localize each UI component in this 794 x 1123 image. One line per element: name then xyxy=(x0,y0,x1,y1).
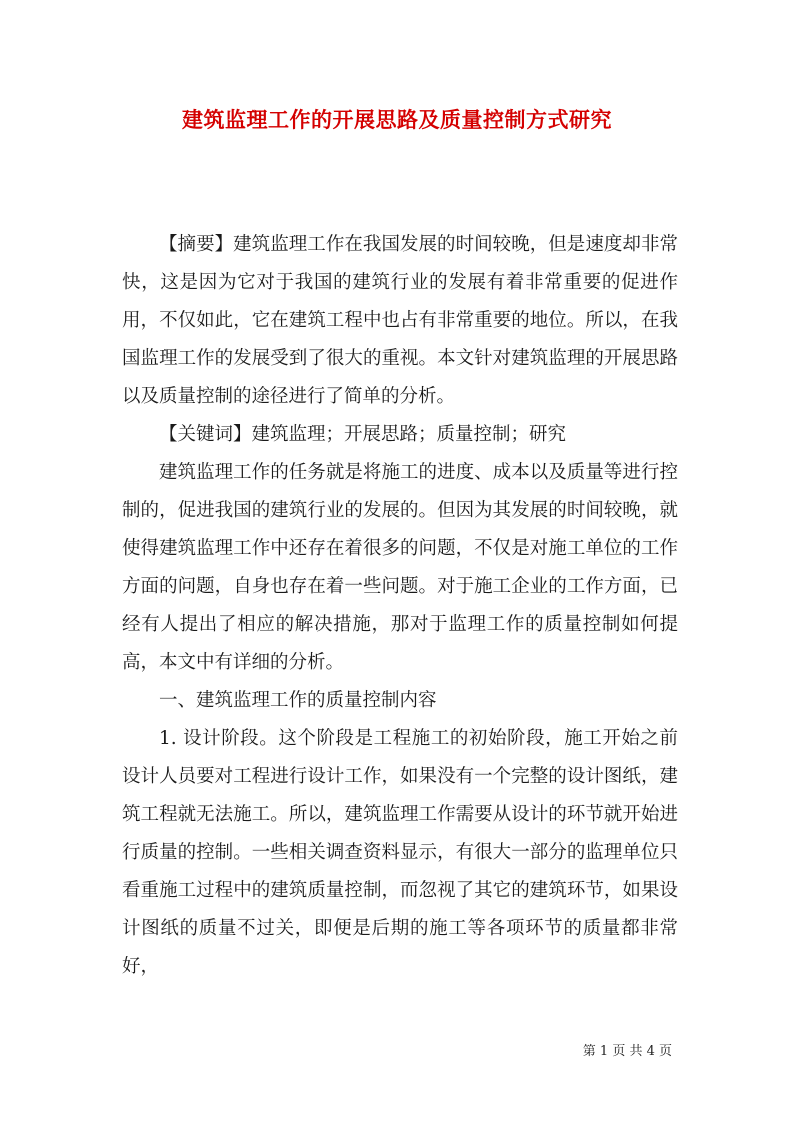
section-heading: 一、建筑监理工作的质量控制内容 xyxy=(159,690,437,711)
body-paragraph: 1. 设计阶段。这个阶段是工程施工的初始阶段，施工开始之前设计人员要对工程进行设计工作，如果没有一个完整的设计图纸，建筑工程就无法施工。所以，建筑监理工作需要从设计的环节就开始进行质量的控制。一些相关调查资料显示，有很大一部分的监理单位只看重施工过程中的建筑质量控制，而忽视了其它的建筑环节，如果设计图纸的质量不过关，即便是后期的施工等各项环节的质量都非常好， xyxy=(122,728,678,977)
document-body xyxy=(122,226,678,986)
keywords-paragraph: 【关键词】建筑监理；开展思路；质量控制；研究 xyxy=(159,424,567,445)
abstract-paragraph: 【摘要】建筑监理工作在我国发展的时间较晚，但是速度却非常快，这是因为它对于我国的建筑行业的发展有着非常重要的促进作用，不仅如此，它在建筑工程中也占有非常重要的地位。所以，在我国监理工作的发展受到了很大的重视。本文针对建筑监理的开展思路以及质量控制的途径进行了简单的分析。 xyxy=(122,234,678,407)
document-title: 建筑监理工作的开展思路及质量控制方式研究 xyxy=(182,107,612,132)
page-number: 第 1 页 共 4 页 xyxy=(582,1044,672,1059)
intro-paragraph: 建筑监理工作的任务就是将施工的进度、成本以及质量等进行控制的，促进我国的建筑行业的发展的。但因为其发展的时间较晚，就使得建筑监理工作中还存在着很多的问题，不仅是对施工单位的工作方面的问题，自身也存在着一些问题。对于施工企业的工作方面，已经有人提出了相应的解决措施，那对于监理工作的质量控制如何提高，本文中有详细的分析。 xyxy=(122,462,678,673)
